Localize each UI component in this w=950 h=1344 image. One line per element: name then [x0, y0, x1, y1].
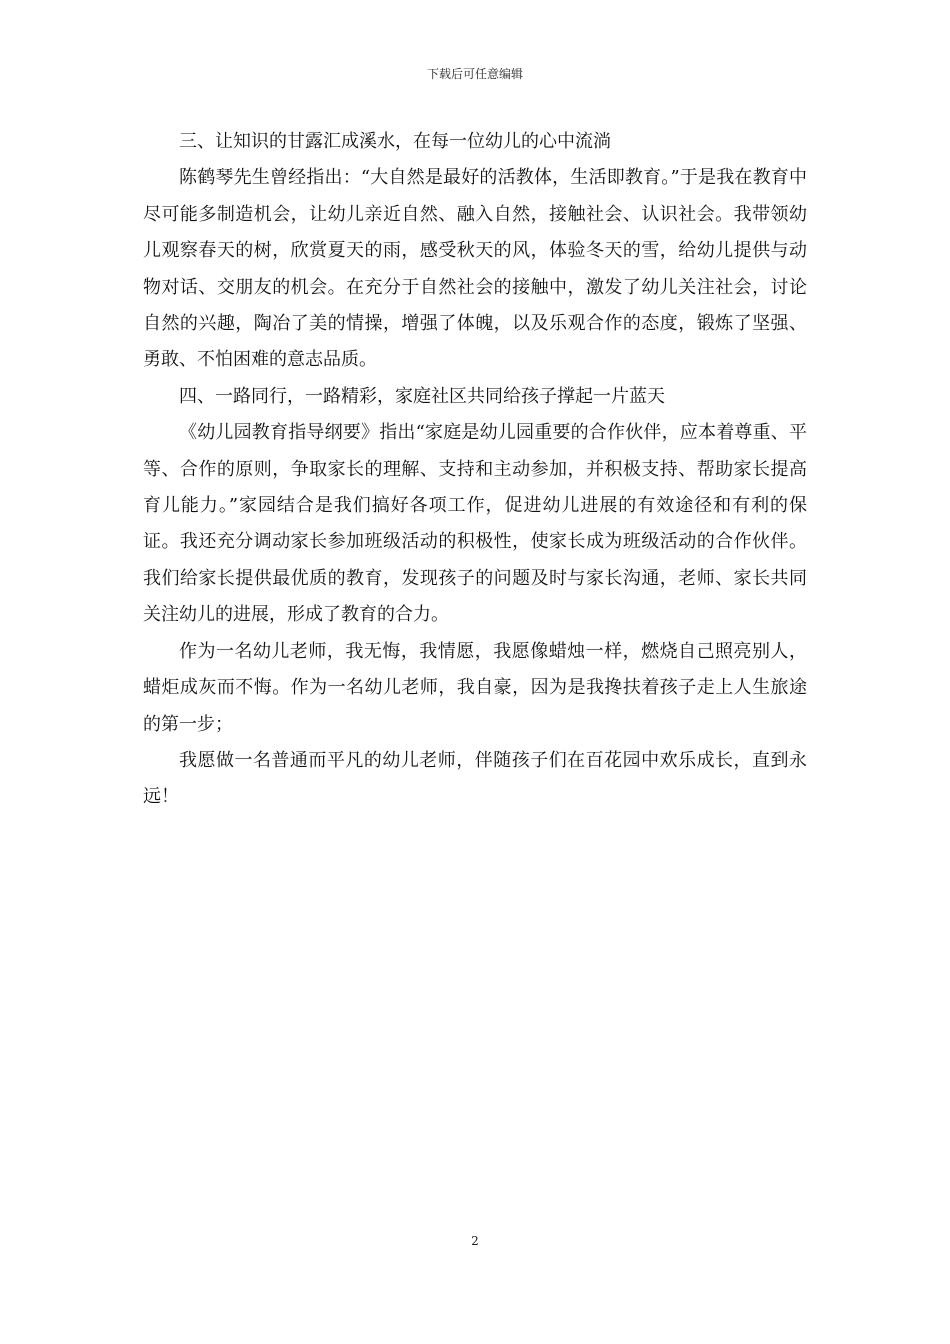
section-heading-3: 三、让知识的甘露汇成溪水，在每一位幼儿的心中流淌 — [179, 131, 611, 152]
paragraph-closing: 我愿做一名普通而平凡的幼儿老师，伴随孩子们在百花园中欢乐成长，直到永远！ — [143, 749, 807, 808]
section-heading-4: 四、一路同行，一路精彩，家庭社区共同给孩子撑起一片蓝天 — [179, 385, 665, 407]
document-body — [143, 124, 807, 816]
page-number: 2 — [471, 1234, 479, 1248]
paragraph-teacher-pride: 作为一名幼儿老师，我无悔，我情愿，我愿像蜡烛一样，燃烧自己照亮别人，蜡炬成灰而不悔。作为一名幼儿老师，我自豪，因为是我搀扶着孩子走上人生旅途的第一步； — [143, 640, 807, 735]
paragraph-nature-education: 陈鹤琴先生曾经指出：“大自然是最好的活教体，生活即教育。”于是我在教育中尽可能多制造机会，让幼儿亲近自然、融入自然，接触社会、认识社会。我带领幼儿观察春天的树，欣赏夏天的雨，感受秋天的风，体验冬天的雪，给幼儿提供与动物对话、交朋友的机会。在充分于自然社会的接触中，激发了幼儿关注社会，讨论自然的兴趣，陶冶了美的情操，增强了体魄，以及乐观合作的态度，锻炼了坚强、勇敢、不怕困难的意志品质。 — [143, 167, 807, 371]
paragraph-home-school: 《幼儿园教育指导纲要》指出“家庭是幼儿园重要的合作伙伴，应本着尊重、平等、合作的原则，争取家长的理解、支持和主动参加，并积极支持、帮助家长提高育儿能力。”家园结合是我们搞好各项工作，促进幼儿进展的有效途径和有利的保证。我还充分调动家长参加班级活动的积极性，使家长成为班级活动的合作伙伴。我们给家长提供最优质的教育，发现孩子的问题及时与家长沟通，老师、家长共同关注幼儿的进展，形成了教育的合力。 — [143, 422, 807, 626]
page-header: 下载后可任意编辑 — [426, 67, 523, 81]
